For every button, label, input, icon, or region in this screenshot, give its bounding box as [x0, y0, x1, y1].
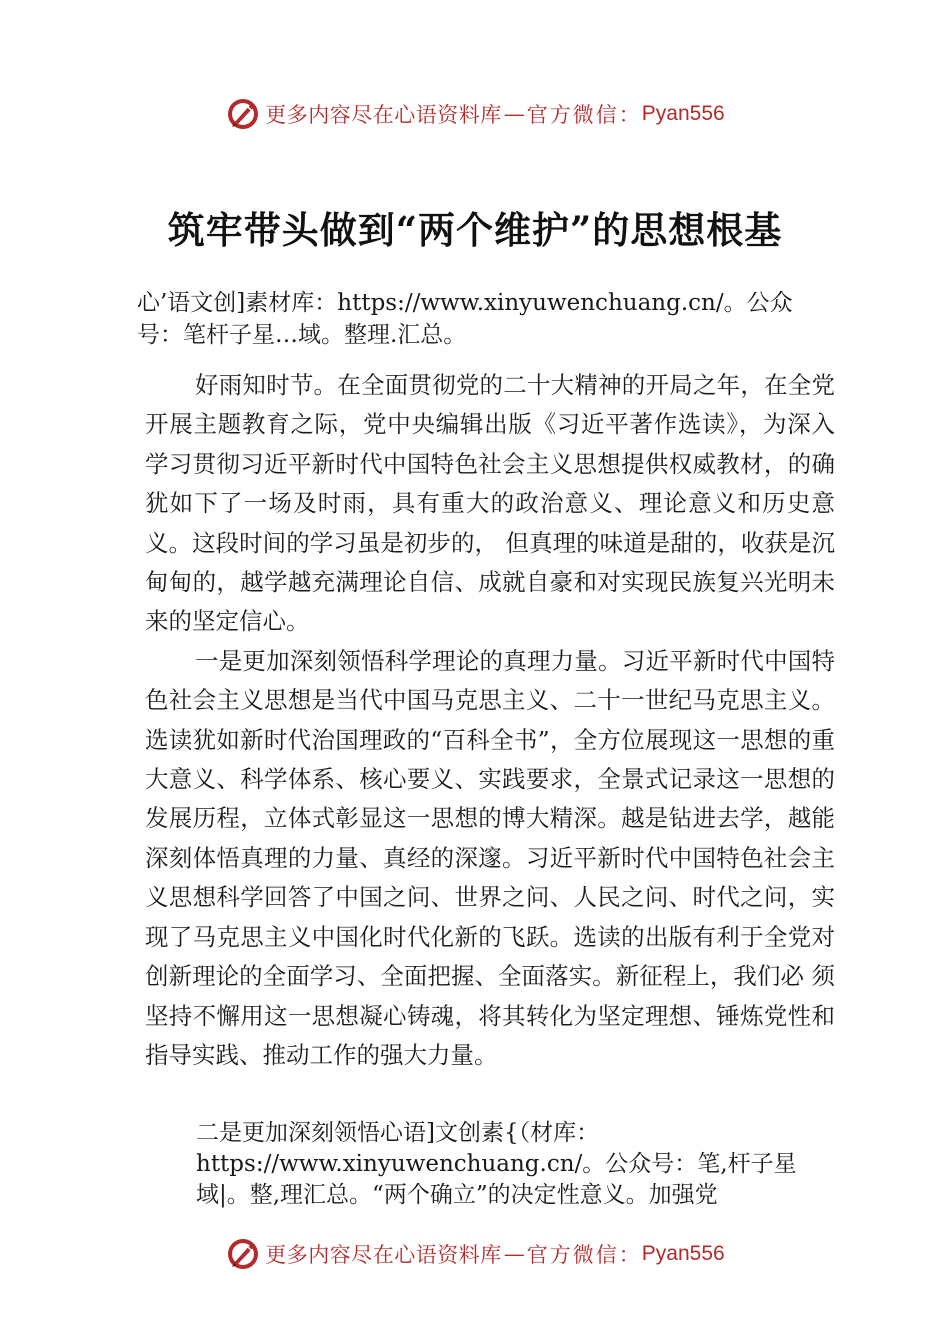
page-title: 筑牢带头做到“两个维护”的思想根基: [167, 208, 783, 252]
footer-banner: [0, 1232, 950, 1276]
quill-logo-icon: [225, 96, 261, 132]
banner-wechat-label: 官方微信：: [526, 1243, 642, 1267]
quill-logo-icon: [225, 1236, 261, 1272]
header-banner: [0, 92, 950, 136]
paragraph: 一是更加深刻领悟科学理论的真理力量。习近平新时代中国特色社会主义思想是当代中国马克思主义、二十一世纪马克思主义。选读犹如新时代治国理政的“百科全书”，全方位展现这一思想的重大意义、科学体系、核心要义、实践要求，全景式记录这一思想的发展历程，立体式彰显这一思想的博大精深。越是钻进去学，越能深刻体悟真理的力量、真经的深邃。习近平新时代中国特色社会主义思想科学回答了中国之问、世界之问、人民之问、时代之问，实现了马克思主义中国化时代化新的飞跃。选读的出版有利于全党对创新理论的全面学习、全面把握、全面落实。新征程上，我们必 须坚持不懈用这一思想凝心铸魂，将其转化为坚定理想、锤炼党性和指导实践、推动工作的强大力量。: [145, 646, 835, 1069]
banner-wechat-id: Pyan556: [641, 1242, 725, 1265]
paragraph: 好雨知时节。在全面贯彻党的二十大精神的开局之年，在全党开展主题教育之际，党中央编辑出版《习近平著作选读》，为深入学习贯彻习近平新时代中国特色社会主义思想提供权威教材，的确犹如下了一场及时雨，具有重大的政治意义、理论意义和历史意义。这段时间的学习虽是初步的， 但真理的味道是甜的，收获是沉甸甸的，越学越充满理论自信、成就自豪和对实现民族复兴光明未来的坚定信心。: [145, 371, 835, 636]
source-note: 心’语文创]素材库：https://www.xinyuwenchuang.cn/。公众号：笔杆子星…域。整理.汇总。: [137, 290, 793, 348]
banner-separator: —: [503, 102, 525, 126]
banner-separator: —: [503, 1242, 525, 1266]
paragraph-partial: 二是更加深刻领悟心语]文创素{（材库：https://www.xinyuwenchuang.cn/。公众号：笔,杆子星域|。整,理汇总。“两个确立”的决定性意义。加强党: [196, 1120, 797, 1208]
banner-text: 更多内容尽在心语资料库: [265, 1243, 502, 1267]
banner-text: 更多内容尽在心语资料库: [265, 103, 502, 127]
banner-wechat-id: Pyan556: [641, 102, 725, 125]
banner-wechat-label: 官方微信：: [526, 103, 642, 127]
article-body: [145, 366, 835, 1075]
